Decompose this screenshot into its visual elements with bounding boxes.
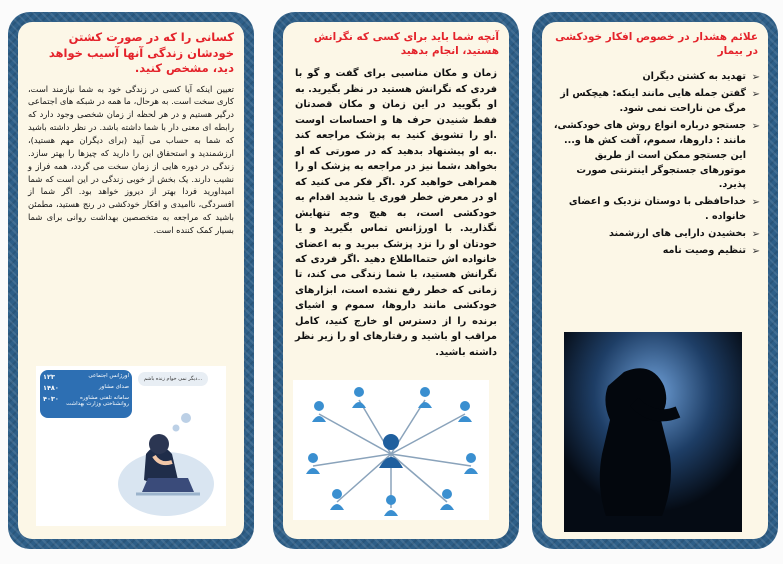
check-arrow-icon: ➢ (751, 228, 760, 240)
list-item-text: بخشیدن دارایی های ارزشمند (609, 227, 746, 239)
right-panel (532, 12, 778, 549)
check-arrow-icon: ➢ (751, 120, 760, 132)
left-panel-body: تعیین اینکه آیا کسی در زندگی خود به شما نیازمند است، کاری سخت است. به هرحال، ما همه در شبکه های اجتماعی درگیر هستیم و در هر لحظه از زمان شخصی وجود دارد که رابطه ای معنی دار با شما داشته باشد. در نظر داشته باشید که شما به حساب می آیید (برای دیگران مهم هستید)، ارزشمندید و استحقاق این را دارید که چیزها را بهتر سازد. زندگی در دوره هایی از زمان سخت می گردد، همه فراز و نشیب دارند. یک بخش از خوبی زندگی در این است که شما امیداورید فردا بهتر از دیروز خواهد بود. اگر شما از افسردگی، ناامیدی و افکار خودکشی در رنج هستید، مطمئن باشید که مراجعه به متخصصین بهداشت روانی برای شما بسیار کمک کننده است. (28, 83, 234, 235)
depressed-person-illustration-icon (36, 366, 226, 526)
list-item-text: تهدید به کشتن دیگران (642, 71, 746, 83)
helpline-label: سامانه تلفنی مشاوره روانشناختی وزارت بهداشت (66, 395, 129, 407)
list-item-text: جستجو درباره انواع روش های خودکشی، مانند : داروها، سموم، آفت کش ها و... این جستجو ممکن است از طریق موتورهای جستجوگر اینترنتی صورت پذیرد. (553, 119, 746, 191)
helpline-illustration (36, 366, 226, 526)
middle-panel (273, 12, 519, 549)
helpline-number: ۱۲۳ (43, 373, 55, 381)
helpline-label: اورژانس اجتماعی (88, 373, 129, 379)
left-panel-content (18, 22, 244, 539)
right-panel-title: علائم هشدار در خصوص افکار خودکشی در بیمار (555, 31, 758, 58)
helpline-number: ۱۴۸۰ (43, 384, 59, 392)
thought-bubble: ...دیگر نمی خوام زنده باشم (138, 372, 208, 386)
list-item (552, 195, 760, 225)
network-illustration (293, 380, 489, 520)
check-arrow-icon: ➢ (751, 72, 760, 84)
check-arrow-icon: ➢ (751, 245, 760, 257)
middle-panel-title: آنچه شما باید برای کسی که نگرانش هستید، انجام بدهید (313, 31, 499, 58)
warning-signs-list (542, 70, 768, 258)
list-item (552, 87, 760, 117)
list-item (552, 227, 760, 242)
sad-person-photo (564, 332, 742, 532)
list-item (552, 119, 760, 193)
list-item-text: تنظیم وصیت نامه (662, 244, 746, 256)
middle-panel-body: زمان و مکان مناسبی برای گفت و گو با فردی که نگرانش هستید در نظر بگیرید. به او بگویید در این زمان و مکان قصدتان فقط شنیدن حرف ها و احساسات اوست .او را تشویق کنید به پزشک مراجعه کند .به او پیشنهاد بدهید که در صورتی که او بخواهد ،شما نیز در مراجعه به پزشک او را همراهی خواهید کرد .اگر فکر می کنید که او در معرض خطر فوری یا شدید اقدام به خودکشی است، به هیچ وجه تنهایش نگذارید. با اورژانس تماس بگیرید و یا خودتان او را نزد پزشک ببرید و به اعضای خانواده اش حتمااطلاع دهید .اگر فردی که نگرانش هستید، با شما زندگی می کند، تا زمانی که خطر رفع نشده است، ابزارهای خودکشی مانند داروها، سموم و اشیای برنده را از دسترس او خارج کنید، کامل مراقب او باشید و رفتارهای او را زیر نظر داشته باشید. (295, 68, 497, 358)
list-item (552, 70, 760, 85)
left-panel-title: کسانی را که در صورت کشتن خودشان زندگی آنها آسیب خواهد دید، مشخص کنید. (48, 30, 234, 76)
check-arrow-icon: ➢ (751, 197, 760, 209)
check-arrow-icon: ➢ (751, 89, 760, 101)
list-item-text: خداحافظی با دوستان نزدیک و اعضای خانواده . (568, 196, 746, 223)
helpline-number: ۴۰۳۰ (43, 395, 59, 403)
helpline-label: صدای مشاور (99, 384, 129, 390)
left-panel (8, 12, 254, 549)
people-network-icon (293, 380, 489, 520)
middle-panel-content (283, 22, 509, 539)
list-item-text: گفتن جمله هایی مانند اینکه: هیچکس از مرگ من ناراحت نمی شود. (560, 88, 746, 115)
list-item (552, 244, 760, 259)
right-panel-content (542, 22, 768, 539)
sad-person-silhouette-icon (564, 332, 742, 532)
